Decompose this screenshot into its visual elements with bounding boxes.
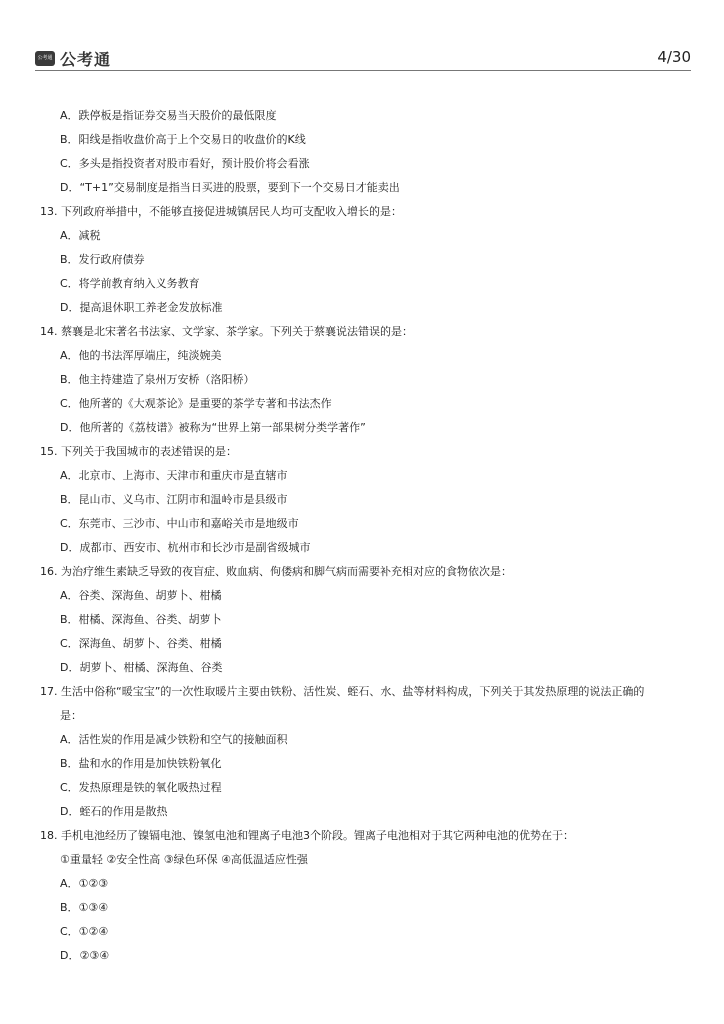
brand-logo xyxy=(35,47,111,70)
answer-option: D．成都市、西安市、杭州市和长沙市是副省级城市 xyxy=(60,541,311,554)
answer-option: D．胡萝卜、柑橘、深海鱼、谷类 xyxy=(60,661,223,674)
answer-option: A．他的书法浑厚端庄，纯淡婉美 xyxy=(60,349,222,362)
answer-option: A．活性炭的作用是减少铁粉和空气的接触面积 xyxy=(60,733,288,746)
page-number: 4/30 xyxy=(657,48,691,66)
answer-option: A．谷类、深海鱼、胡萝卜、柑橘 xyxy=(60,589,222,602)
question-stem: 15. 下列关于我国城市的表述错误的是： xyxy=(40,445,237,458)
question-stem: 18. 手机电池经历了镍镉电池、镍氢电池和锂离子电池3个阶段。锂离子电池相对于其它两种电池的优势在于： xyxy=(40,829,574,842)
answer-option: B．盐和水的作用是加快铁粉氧化 xyxy=(60,757,222,770)
question-stem: 16. 为治疗维生素缺乏导致的夜盲症、败血病、佝偻病和脚气病而需要补充相对应的食物依次是： xyxy=(40,565,512,578)
answer-option: B．昆山市、义乌市、江阴市和温岭市是县级市 xyxy=(60,493,288,506)
question-continuation: ①重量轻 ②安全性高 ③绿色环保 ④高低温适应性强 xyxy=(60,853,308,866)
answer-option: D．他所著的《荔枝谱》被称为“世界上第一部果树分类学著作” xyxy=(60,421,366,434)
answer-option: C．东莞市、三沙市、中山市和嘉峪关市是地级市 xyxy=(60,517,299,530)
answer-option: A．减税 xyxy=(60,229,101,242)
question-stem: 14. 蔡襄是北宋著名书法家、文学家、茶学家。下列关于蔡襄说法错误的是： xyxy=(40,325,413,338)
answer-option: C．①②④ xyxy=(60,925,109,938)
answer-option: C．多头是指投资者对股市看好，预计股价将会看涨 xyxy=(60,157,310,170)
answer-option: B．柑橘、深海鱼、谷类、胡萝卜 xyxy=(60,613,222,626)
logo-icon: 公考通 xyxy=(35,51,55,66)
answer-option: C．将学前教育纳入义务教育 xyxy=(60,277,200,290)
answer-option: C．深海鱼、胡萝卜、谷类、柑橘 xyxy=(60,637,222,650)
question-continuation: 是： xyxy=(60,709,82,722)
answer-option: D．②③④ xyxy=(60,949,110,962)
answer-option: A．①②③ xyxy=(60,877,109,890)
answer-option: C．发热原理是铁的氧化吸热过程 xyxy=(60,781,222,794)
answer-option: D．提高退休职工养老金发放标准 xyxy=(60,301,223,314)
answer-option: A．北京市、上海市、天津市和重庆市是直辖市 xyxy=(60,469,288,482)
question-content xyxy=(40,104,690,968)
brand-name: 公考通 xyxy=(60,50,112,69)
answer-option: A．跌停板是指证券交易当天股价的最低限度 xyxy=(60,109,277,122)
answer-option: B．①③④ xyxy=(60,901,109,914)
answer-option: C．他所著的《大观茶论》是重要的茶学专著和书法杰作 xyxy=(60,397,332,410)
question-stem: 17. 生活中俗称“暖宝宝”的一次性取暖片主要由铁粉、活性炭、蛭石、水、盐等材料构成，下列关于其发热原理的说法正确的 xyxy=(40,685,645,698)
answer-option: D．“T+1”交易制度是指当日买进的股票，要到下一个交易日才能卖出 xyxy=(60,181,400,194)
answer-option: B．他主持建造了泉州万安桥（洛阳桥） xyxy=(60,373,255,386)
answer-option: D．蛭石的作用是散热 xyxy=(60,805,168,818)
answer-option: B．阳线是指收盘价高于上个交易日的收盘价的K线 xyxy=(60,133,306,146)
page-header xyxy=(35,44,691,71)
answer-option: B．发行政府债券 xyxy=(60,253,145,266)
question-stem: 13. 下列政府举措中，不能够直接促进城镇居民人均可支配收入增长的是： xyxy=(40,205,402,218)
